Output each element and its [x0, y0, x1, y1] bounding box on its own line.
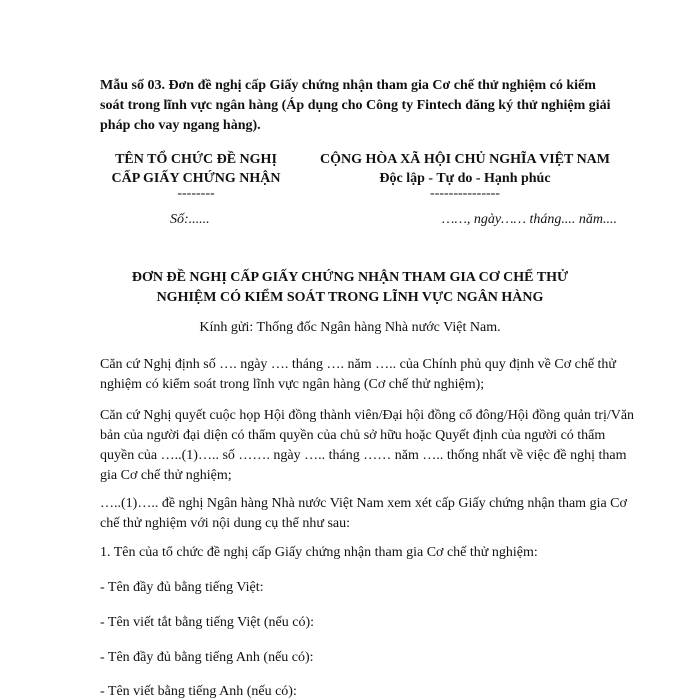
paragraph-request: …..(1)….. đề nghị Ngân hàng Nhà nước Việt Nam xem xét cấp Giấy chứng nhận tham gia Cơ chế thử nghiệm với nội dung cụ thể như sau: — [100, 496, 627, 531]
list-item: 1. Tên của tổ chức đề nghị cấp Giấy chứng nhận tham gia Cơ chế thử nghiệm: — [100, 545, 538, 560]
document-date: ……, ngày…… tháng.... năm.... — [442, 212, 618, 227]
paragraph-legal-basis-decree: Căn cứ Nghị định số …. ngày …. tháng …. năm ….. của Chính phủ quy định về Cơ chế thử nghiệm có kiểm soát trong lĩnh vực ngân hàng (Cơ chế thử nghiệm); — [100, 357, 617, 392]
right-divider: --------------- — [430, 186, 500, 201]
organization-name-line2: CẤP GIẤY CHỨNG NHẬN — [111, 171, 281, 186]
national-motto-block — [300, 150, 630, 200]
form-intro-heading: Mẫu số 03. Đơn đề nghị cấp Giấy chứng nhận tham gia Cơ chế thử nghiệm có kiểm soát trong lĩnh vực ngân hàng (Áp dụng cho Công ty Fintech đăng ký thử nghiệm giải pháp cho vay ngang hàng). — [100, 78, 611, 133]
country-name: CỘNG HÒA XÃ HỘI CHỦ NGHĨA VIỆT NAM — [319, 152, 610, 167]
greeting: Kính gửi: Thống đốc Ngân hàng Nhà nước Việt Nam. — [199, 320, 501, 335]
national-motto: Độc lập - Tự do - Hạnh phúc — [379, 171, 551, 186]
list-item: - Tên viết tắt bằng tiếng Việt (nếu có): — [100, 615, 315, 630]
list-item: - Tên viết bằng tiếng Anh (nếu có): — [100, 684, 297, 699]
left-divider: -------- — [177, 186, 215, 201]
document-title-line1: ĐƠN ĐỀ NGHỊ CẤP GIẤY CHỨNG NHẬN THAM GIA CƠ CHẾ THỬ — [131, 270, 569, 285]
list-item: - Tên đầy đủ bằng tiếng Việt: — [100, 580, 264, 595]
document-title — [110, 268, 590, 308]
organization-name-line1: TÊN TỔ CHỨC ĐỀ NGHỊ — [115, 152, 277, 167]
document-number: Số:...... — [170, 212, 210, 227]
document-title-line2: NGHIỆM CÓ KIỂM SOÁT TRONG LĨNH VỰC NGÂN HÀNG — [156, 290, 544, 305]
paragraph-legal-basis-resolution: Căn cứ Nghị quyết cuộc họp Hội đồng thành viên/Đại hội đồng cổ đông/Hội đồng quản trị/Văn bản của người đại diện có thẩm quyền của chủ sở hữu hoặc Quyết định của người có thẩm quyền của …..(1)….. số ……. ngày ….. tháng …… năm ….. thống nhất về việc đề nghị tham gia Cơ chế thử nghiệm; — [100, 408, 635, 483]
list-item: - Tên đầy đủ bằng tiếng Anh (nếu có): — [100, 650, 314, 665]
organization-header-block — [96, 150, 296, 200]
